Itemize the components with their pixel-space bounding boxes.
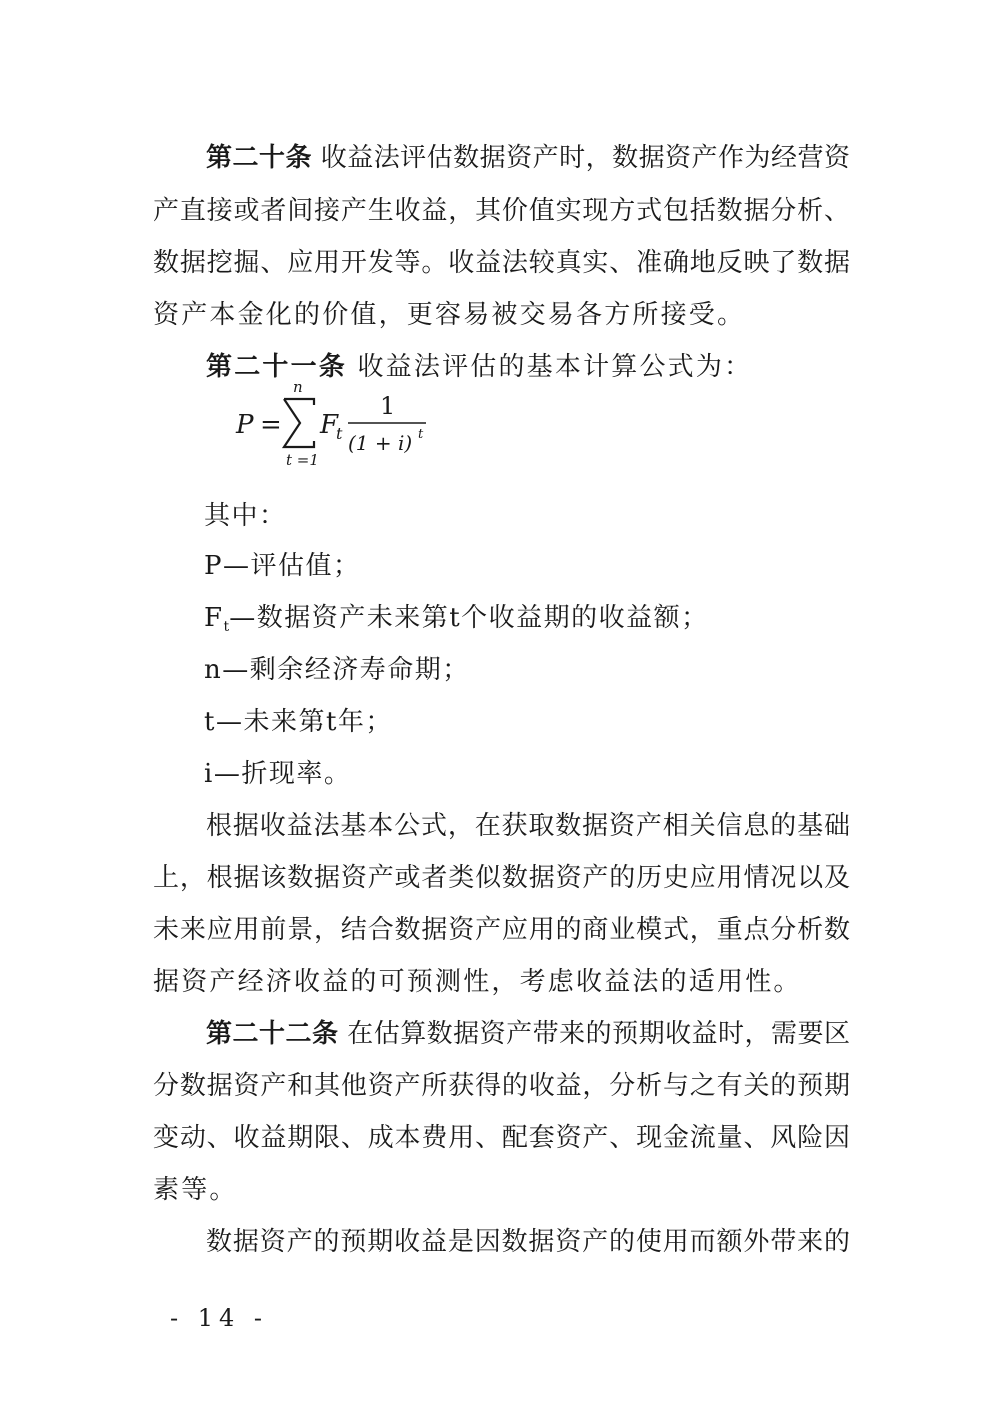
page-number: - 14 - (170, 1304, 269, 1332)
definition-ft (204, 601, 709, 644)
article-21-text: 收益法评估的基本计算公式为： (357, 352, 753, 382)
definition-i (204, 757, 351, 791)
article-22-line-4: 素等。 (153, 1175, 238, 1205)
definition-symbol: n (204, 655, 223, 685)
basis-line-2: 上，根据该数据资产或者类似数据资产的历史应用情况以及 (153, 863, 850, 893)
article-22-heading: 第二十二条 (206, 1019, 339, 1049)
formula-term-subscript: t (336, 424, 343, 443)
formula-term: F (320, 410, 339, 440)
definition-text: —折现率。 (213, 759, 352, 789)
definition-symbol: F (204, 603, 224, 633)
definition-text: —剩余经济寿命期； (222, 655, 470, 685)
definition-symbol: t (204, 707, 216, 737)
basis-line-1: 根据收益法基本公式，在获取数据资产相关信息的基础 (206, 811, 850, 841)
fraction-denominator-exponent: t (418, 427, 424, 442)
article-21-heading: 第二十一条 (206, 352, 348, 382)
definition-p (204, 549, 361, 583)
present-value-formula (230, 350, 470, 470)
article-20-line-2: 产直接或者间接产生收益，其价值实现方式包括数据分析、 (153, 196, 850, 226)
basis-line-4: 据资产经济收益的可预测性，考虑收益法的适用性。 (153, 967, 802, 997)
definition-symbol: i (204, 759, 214, 789)
last-paragraph-line-1: 数据资产的预期收益是因数据资产的使用而额外带来的 (206, 1227, 850, 1257)
article-22-line-3: 变动、收益期限、成本费用、配套资产、现金流量、风险因 (153, 1123, 850, 1153)
definition-subscript: t (223, 619, 230, 635)
definition-text: —评估值； (223, 551, 361, 581)
fraction-numerator: 1 (380, 392, 396, 420)
formula-equals: = (260, 410, 282, 440)
definition-symbol: P (204, 551, 223, 581)
where-label: 其中： (204, 501, 287, 531)
sum-sign-icon (284, 399, 314, 447)
article-22-line-2: 分数据资产和其他资产所获得的收益，分析与之有关的预期 (153, 1071, 850, 1101)
fraction-denominator: (1 + i) (348, 431, 413, 455)
article-20-text: 收益法评估数据资产时，数据资产作为经营资 (320, 143, 850, 173)
article-20-heading: 第二十条 (206, 143, 312, 173)
article-20-line-4: 资产本金化的价值，更容易被交易各方所接受。 (153, 300, 746, 330)
article-20-line-3: 数据挖掘、应用开发等。收益法较真实、准确地反映了数据 (153, 248, 850, 278)
basis-line-3: 未来应用前景，结合数据资产应用的商业模式，重点分析数 (153, 915, 850, 945)
definition-t (204, 705, 393, 739)
sum-upper-limit: n (293, 378, 303, 396)
formula-lhs: P (236, 410, 254, 440)
definition-n (204, 653, 470, 687)
definition-text: —未来第t年； (215, 707, 393, 737)
article-22-text: 在估算数据资产带来的预期收益时，需要区 (347, 1019, 850, 1049)
article-20-line-1 (206, 141, 850, 175)
article-22-line-1 (206, 1017, 850, 1051)
sum-lower-limit: t =1 (286, 451, 319, 469)
definition-text: —数据资产未来第t个收益期的收益额； (229, 603, 709, 633)
